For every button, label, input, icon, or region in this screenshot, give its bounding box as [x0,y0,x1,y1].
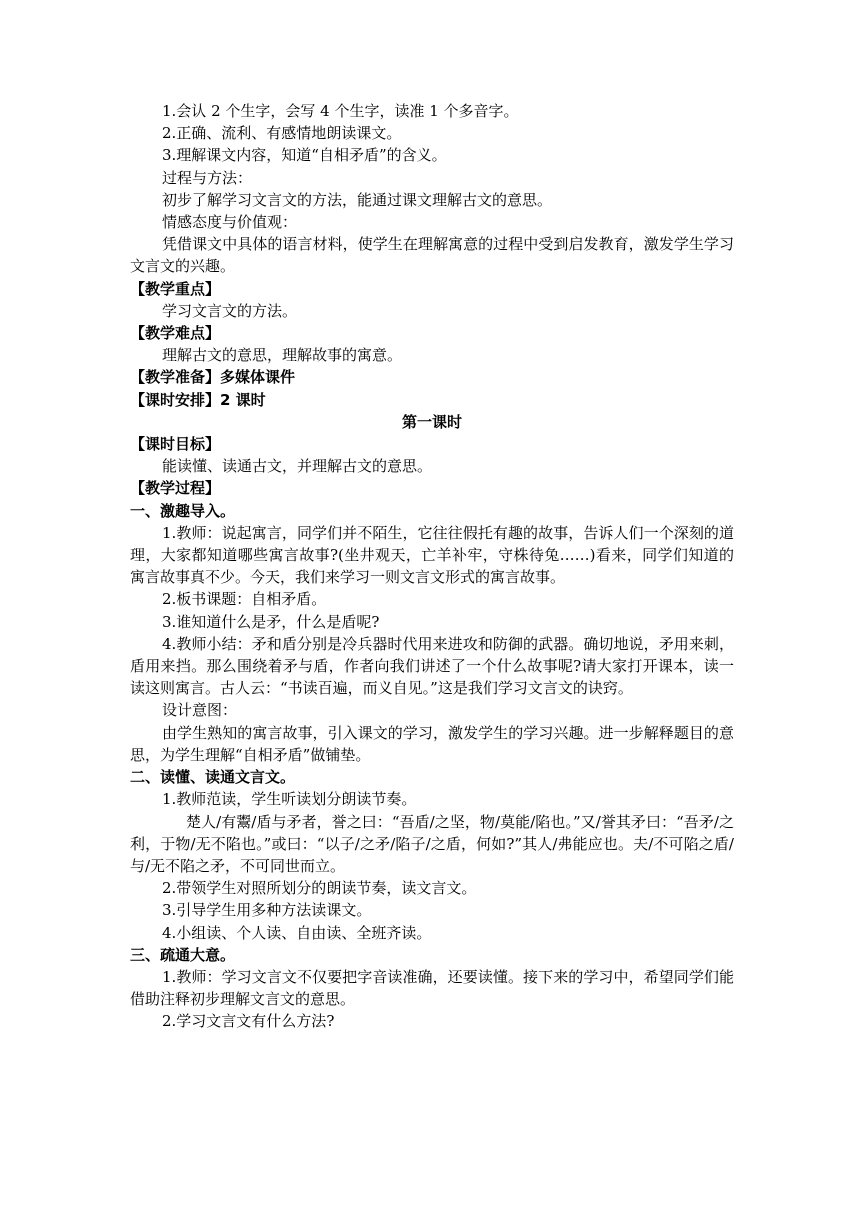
difficulty-heading: 【教学难点】 [130,324,221,343]
section2-title: 二、读懂、读通文言文。 [130,768,296,787]
process-method-text: 初步了解学习文言文的方法，能通过课文理解古文的意思。 [162,190,553,209]
section1-item-3: 3.谁知道什么是矛，什么是盾呢? [162,612,380,631]
section1-title: 一、激趣导入。 [130,501,236,520]
section1-item-1: 1.教师：说起寓言，同学们并不陌生，它往往假托有趣的故事，告诉人们一个深刻的道理，大家都知道哪些寓言故事?(坐井观天，亡羊补牢，守株待兔……)看来，同学们知道的寓言故事真不少。今天，我们来学习一则文言文形式的寓言故事。 [130,523,734,587]
section3-item-2: 2.学习文言文有什么方法? [162,1012,335,1031]
section2-item-1: 1.教师范读，学生听读划分朗读节奏。 [162,790,417,809]
section1-item-2: 2.板书课题：自相矛盾。 [162,590,327,609]
section2-item-4: 4.小组读、个人读、自由读、全班齐读。 [162,923,432,942]
section2-item-2: 2.带领学生对照所划分的朗读节奏，读文言文。 [162,879,477,898]
section1-item-4: 4.教师小结：矛和盾分别是冷兵器时代用来进攻和防御的武器。确切地说，矛用来刺，盾用来挡。那么围绕着矛与盾，作者向我们讲述了一个什么故事呢?请大家打开课本，读一读这则寓言。古人云：“书读百遍，而义自见。”这是我们学习文言文的诀窍。 [130,634,734,698]
key-point-text: 学习文言文的方法。 [162,301,298,320]
objective-3: 3.理解课文内容，知道“自相矛盾”的含义。 [162,146,447,165]
key-point-heading: 【教学重点】 [130,279,221,298]
preparation-line: 【教学准备】多媒体课件 [130,368,296,387]
design-text: 由学生熟知的寓言故事，引入课文的学习，激发学生的学习兴趣。进一步解释题目的意思，为学生理解“自相矛盾”做铺垫。 [130,723,734,764]
section3-item-1: 1.教师：学习文言文不仅要把字音读准确，还要读懂。接下来的学习中，希望同学们能借助注释初步理解文言文的意思。 [130,967,734,1009]
lesson-title: 第一课时 [401,412,462,431]
classical-passage: 楚人/有鬻/盾与矛者，誉之曰：“吾盾/之坚，物/莫能/陷也。”又/誉其矛曰：“吾矛/之利，于物/无不陷也。”或曰：“以子/之矛/陷子/之盾，何如?”其人/弗能应也。夫/不可陷之盾/与/无不陷之矛，不可同世而立。 [130,812,734,875]
emotion-heading: 情感态度与价值观： [162,213,298,232]
emotion-text: 凭借课文中具体的语言材料，使学生在理解寓意的过程中受到启发教育，激发学生学习文言文的兴趣。 [130,235,734,276]
design-heading: 设计意图： [162,701,238,720]
difficulty-text: 理解古文的意思，理解故事的寓意。 [162,346,403,365]
document-page [130,100,734,1033]
lesson-goal-text: 能读懂、读通古文，并理解古文的意思。 [162,457,433,476]
section2-item-3: 3.引导学生用多种方法读课文。 [162,901,372,920]
schedule-line: 【课时安排】2 课时 [130,390,266,409]
process-method-heading: 过程与方法： [162,168,253,187]
process-heading: 【教学过程】 [130,479,221,498]
section3-title: 三、疏通大意。 [130,945,236,964]
objective-1: 1.会认 2 个生字，会写 4 个生字，读准 1 个多音字。 [162,102,519,120]
lesson-goal-heading: 【课时目标】 [130,435,221,454]
objective-2: 2.正确、流利、有感情地朗读课文。 [162,124,402,143]
